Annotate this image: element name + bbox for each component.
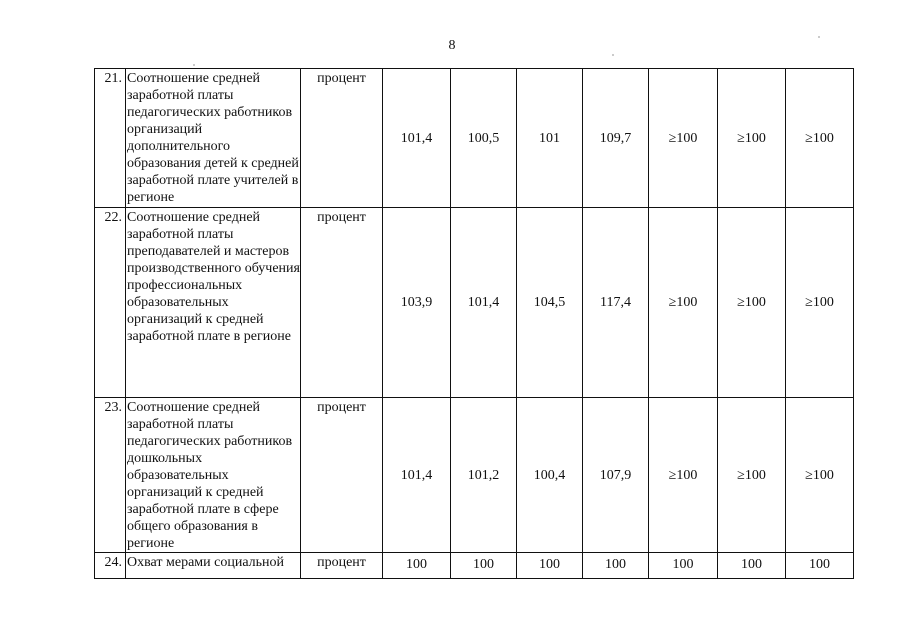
indicators-table [94, 68, 854, 579]
table-row [95, 69, 854, 208]
value-cell: 101,2 [451, 398, 517, 553]
indicator-name: Соотношение средней заработной платы преподавателей и мастеров производственного обучения профессиональных образовательных организаций к средней заработной плате в регионе [126, 208, 301, 398]
scan-speck [193, 64, 195, 66]
value-cell: ≥100 [786, 398, 854, 553]
scan-speck [612, 54, 614, 56]
row-number: 21. [95, 69, 126, 208]
row-number: 24. [95, 553, 126, 579]
value-cell: 100,4 [517, 398, 583, 553]
unit-cell: процент [301, 69, 383, 208]
value-cell: 107,9 [583, 398, 649, 553]
value-cell: 101 [517, 69, 583, 208]
value-cell: 103,9 [383, 208, 451, 398]
value-cell: 100 [718, 553, 786, 579]
page-number: 8 [448, 38, 456, 53]
value-cell: 100 [786, 553, 854, 579]
indicator-name: Охват мерами социальной [126, 553, 301, 579]
value-cell: 101,4 [383, 398, 451, 553]
value-cell: 101,4 [383, 69, 451, 208]
value-cell: ≥100 [718, 208, 786, 398]
value-cell: ≥100 [649, 69, 718, 208]
scan-speck [818, 36, 820, 38]
value-cell: ≥100 [786, 69, 854, 208]
value-cell: 104,5 [517, 208, 583, 398]
value-cell: 100 [383, 553, 451, 579]
unit-cell: процент [301, 398, 383, 553]
value-cell: 100 [583, 553, 649, 579]
unit-cell: процент [301, 553, 383, 579]
value-cell: 100 [451, 553, 517, 579]
value-cell: ≥100 [718, 69, 786, 208]
value-cell: ≥100 [718, 398, 786, 553]
value-cell: ≥100 [649, 208, 718, 398]
table-row [95, 208, 854, 398]
row-number: 23. [95, 398, 126, 553]
value-cell: ≥100 [649, 398, 718, 553]
row-number: 22. [95, 208, 126, 398]
indicator-name: Соотношение средней заработной платы педагогических работников дошкольных образовательных организаций к средней заработной плате в сфере общего образования в регионе [126, 398, 301, 553]
value-cell: 100 [649, 553, 718, 579]
table-row [95, 553, 854, 579]
value-cell: ≥100 [786, 208, 854, 398]
indicator-name: Соотношение средней заработной платы педагогических работников организаций дополнительного образования детей к средней заработной плате учителей в регионе [126, 69, 301, 208]
value-cell: 101,4 [451, 208, 517, 398]
unit-cell: процент [301, 208, 383, 398]
value-cell: 109,7 [583, 69, 649, 208]
value-cell: 117,4 [583, 208, 649, 398]
value-cell: 100 [517, 553, 583, 579]
table-row [95, 398, 854, 553]
value-cell: 100,5 [451, 69, 517, 208]
